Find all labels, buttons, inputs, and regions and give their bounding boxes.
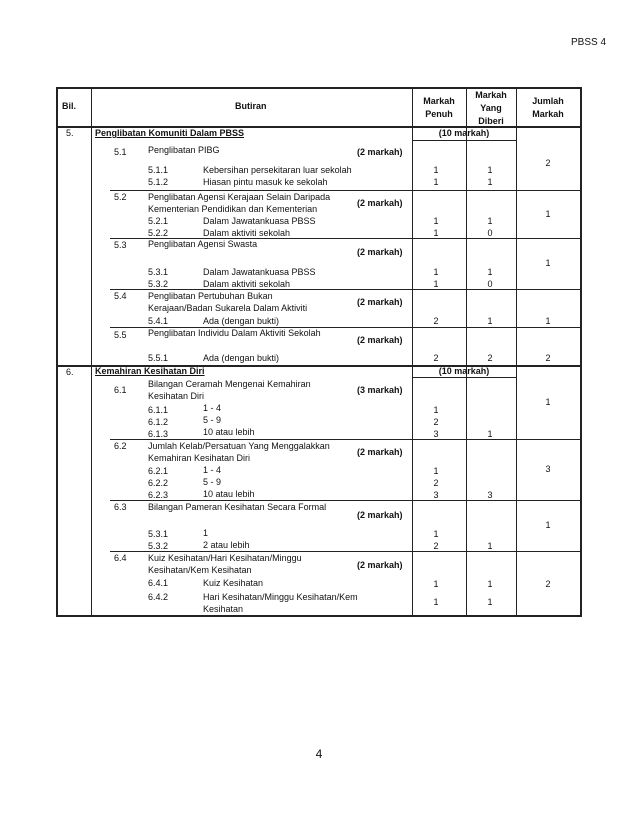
subitem-number: 6.2.2	[148, 478, 169, 488]
column-header-markah-penuh-line1: Markah	[423, 96, 455, 106]
subitem-number: 6.2.3	[148, 490, 169, 500]
markah-penuh-value: 1	[433, 267, 439, 277]
markah-diberi-value: 1	[487, 579, 493, 589]
item-title-line2: Kesihatan Diri	[148, 391, 205, 401]
subitem-text-line1: Hari Kesihatan/Minggu Kesihatan/Kem	[203, 592, 358, 602]
item-number: 6.1	[114, 385, 127, 395]
jumlah-markah-value: 1	[545, 258, 551, 268]
subitem-number: 5.5.1	[148, 353, 169, 363]
markah-penuh-value: 1	[433, 216, 439, 226]
jumlah-markah-value: 2	[545, 579, 551, 589]
subitem-number: 6.1.2	[148, 417, 169, 427]
subitem-text: Dalam Jawatankuasa PBSS	[203, 267, 316, 277]
column-header-markah-diberi-line2: Yang	[480, 103, 502, 113]
item-number: 5.1	[114, 147, 127, 157]
markah-penuh-value: 2	[433, 316, 439, 326]
markah-penuh-value: 1	[433, 177, 439, 187]
column-header-butiran: Butiran	[235, 101, 267, 111]
subitem-text: Kebersihan persekitaran luar sekolah	[203, 165, 352, 175]
subitem-text: 1 - 4	[203, 465, 222, 475]
jumlah-markah-value: 1	[545, 316, 551, 326]
item-title-line1: Jumlah Kelab/Persatuan Yang Menggalakkan	[148, 441, 330, 451]
markah-diberi-value: 1	[487, 597, 493, 607]
subitem-number: 6.1.3	[148, 429, 169, 439]
item-marks: (2 markah)	[357, 335, 403, 345]
markah-penuh-value: 1	[433, 228, 439, 238]
subitem-text: Hiasan pintu masuk ke sekolah	[203, 177, 328, 187]
markah-diberi-value: 2	[487, 353, 493, 363]
subitem-number: 5.3.1	[148, 529, 169, 539]
markah-diberi-value: 0	[487, 228, 493, 238]
subitem-text: 10 atau lebih	[203, 489, 255, 499]
item-number: 5.4	[114, 291, 127, 301]
item-marks: (2 markah)	[357, 447, 403, 457]
markah-penuh-value: 1	[433, 279, 439, 289]
item-title-line1: Penglibatan Pertubuhan Bukan	[148, 291, 273, 301]
markah-penuh-value: 1	[433, 597, 439, 607]
subitem-text: 10 atau lebih	[203, 427, 255, 437]
subitem-text: 1 - 4	[203, 403, 222, 413]
item-marks: (2 markah)	[357, 510, 403, 520]
item-marks: (2 markah)	[357, 198, 403, 208]
section-6-number: 6.	[66, 367, 74, 377]
column-header-jumlah-line2: Markah	[532, 109, 564, 119]
markah-penuh-value: 2	[433, 417, 439, 427]
section-5-total: (10 markah)	[438, 128, 490, 138]
subitem-number: 5.4.1	[148, 316, 169, 326]
subitem-number: 5.2.2	[148, 228, 169, 238]
column-header-markah-diberi-line1: Markah	[475, 90, 507, 100]
item-title: Penglibatan Individu Dalam Aktiviti Sekolah	[148, 328, 321, 338]
section-6-title: Kemahiran Kesihatan Diri	[95, 366, 205, 376]
subitem-text: 5 - 9	[203, 415, 222, 425]
item-title-line2: Kerajaan/Badan Sukarela Dalam Aktiviti	[148, 303, 308, 313]
item-marks: (3 markah)	[357, 385, 403, 395]
jumlah-markah-value: 1	[545, 209, 551, 219]
subitem-number: 5.2.1	[148, 216, 169, 226]
item-title-line2: Kementerian Pendidikan dan Kementerian	[148, 204, 318, 214]
markah-penuh-value: 2	[433, 353, 439, 363]
subitem-number: 5.1.1	[148, 165, 169, 175]
jumlah-markah-value: 3	[545, 464, 551, 474]
markah-diberi-value: 1	[487, 429, 493, 439]
markah-diberi-value: 1	[487, 267, 493, 277]
column-header-markah-penuh-line2: Penuh	[425, 109, 453, 119]
subitem-text: Ada (dengan bukti)	[203, 353, 280, 363]
markah-diberi-value: 1	[487, 165, 493, 175]
subitem-number: 6.1.1	[148, 405, 169, 415]
subitem-text: 1	[203, 528, 209, 538]
markah-penuh-value: 3	[433, 490, 439, 500]
subitem-number: 6.4.1	[148, 578, 169, 588]
jumlah-markah-value: 2	[545, 353, 551, 363]
section-5-title: Penglibatan Komuniti Dalam PBSS	[95, 128, 245, 138]
item-marks: (2 markah)	[357, 297, 403, 307]
markah-penuh-value: 1	[433, 466, 439, 476]
markah-penuh-value: 2	[433, 478, 439, 488]
item-title: Penglibatan PIBG	[148, 145, 220, 155]
item-number: 6.2	[114, 441, 127, 451]
column-header-markah-diberi-line3: Diberi	[478, 116, 504, 126]
markah-diberi-value: 1	[487, 216, 493, 226]
markah-penuh-value: 1	[433, 579, 439, 589]
markah-penuh-value: 3	[433, 429, 439, 439]
page-number: 4	[315, 747, 323, 761]
markah-diberi-value: 3	[487, 490, 493, 500]
item-title-line1: Bilangan Ceramah Mengenai Kemahiran	[148, 379, 311, 389]
item-number: 5.5	[114, 330, 127, 340]
jumlah-markah-value: 1	[545, 397, 551, 407]
subitem-number: 5.3.1	[148, 267, 169, 277]
jumlah-markah-value: 1	[545, 520, 551, 530]
jumlah-markah-value: 2	[545, 158, 551, 168]
subitem-text: 2 atau lebih	[203, 540, 250, 550]
markah-diberi-value: 1	[487, 316, 493, 326]
markah-penuh-value: 1	[433, 529, 439, 539]
subitem-text: Dalam aktiviti sekolah	[203, 279, 291, 289]
column-header-bil: Bil.	[62, 101, 77, 111]
item-number: 6.3	[114, 502, 127, 512]
subitem-number: 5.3.2	[148, 279, 169, 289]
page-header-label: PBSS 4	[571, 37, 607, 48]
subitem-number: 5.3.2	[148, 541, 169, 551]
markah-diberi-value: 1	[487, 541, 493, 551]
item-title-line2: Kemahiran Kesihatan Diri	[148, 453, 251, 463]
subitem-text: Ada (dengan bukti)	[203, 316, 280, 326]
subitem-text-line2: Kesihatan	[203, 604, 244, 614]
markah-diberi-value: 0	[487, 279, 493, 289]
markah-penuh-value: 1	[433, 165, 439, 175]
subitem-text: Dalam Jawatankuasa PBSS	[203, 216, 316, 226]
item-title-line1: Kuiz Kesihatan/Hari Kesihatan/Minggu	[148, 553, 302, 563]
subitem-number: 6.4.2	[148, 592, 169, 602]
section-6-total: (10 markah)	[438, 366, 490, 376]
column-header-jumlah-line1: Jumlah	[532, 96, 564, 106]
item-marks: (2 markah)	[357, 147, 403, 157]
item-title-line1: Penglibatan Agensi Kerajaan Selain Daripada	[148, 192, 331, 202]
item-number: 6.4	[114, 553, 127, 563]
subitem-text: 5 - 9	[203, 477, 222, 487]
item-number: 5.3	[114, 240, 127, 250]
section-5-number: 5.	[66, 128, 74, 138]
subitem-text: Dalam aktiviti sekolah	[203, 228, 291, 238]
item-number: 5.2	[114, 192, 127, 202]
item-marks: (2 markah)	[357, 247, 403, 257]
item-title: Penglibatan Agensi Swasta	[148, 239, 258, 249]
subitem-number: 6.2.1	[148, 466, 169, 476]
markah-penuh-value: 1	[433, 405, 439, 415]
item-marks: (2 markah)	[357, 560, 403, 570]
markah-penuh-value: 2	[433, 541, 439, 551]
markah-diberi-value: 1	[487, 177, 493, 187]
item-title-line2: Kesihatan/Kem Kesihatan	[148, 565, 252, 575]
subitem-number: 5.1.2	[148, 177, 169, 187]
item-title: Bilangan Pameran Kesihatan Secara Formal	[148, 502, 327, 512]
subitem-text: Kuiz Kesihatan	[203, 578, 264, 588]
